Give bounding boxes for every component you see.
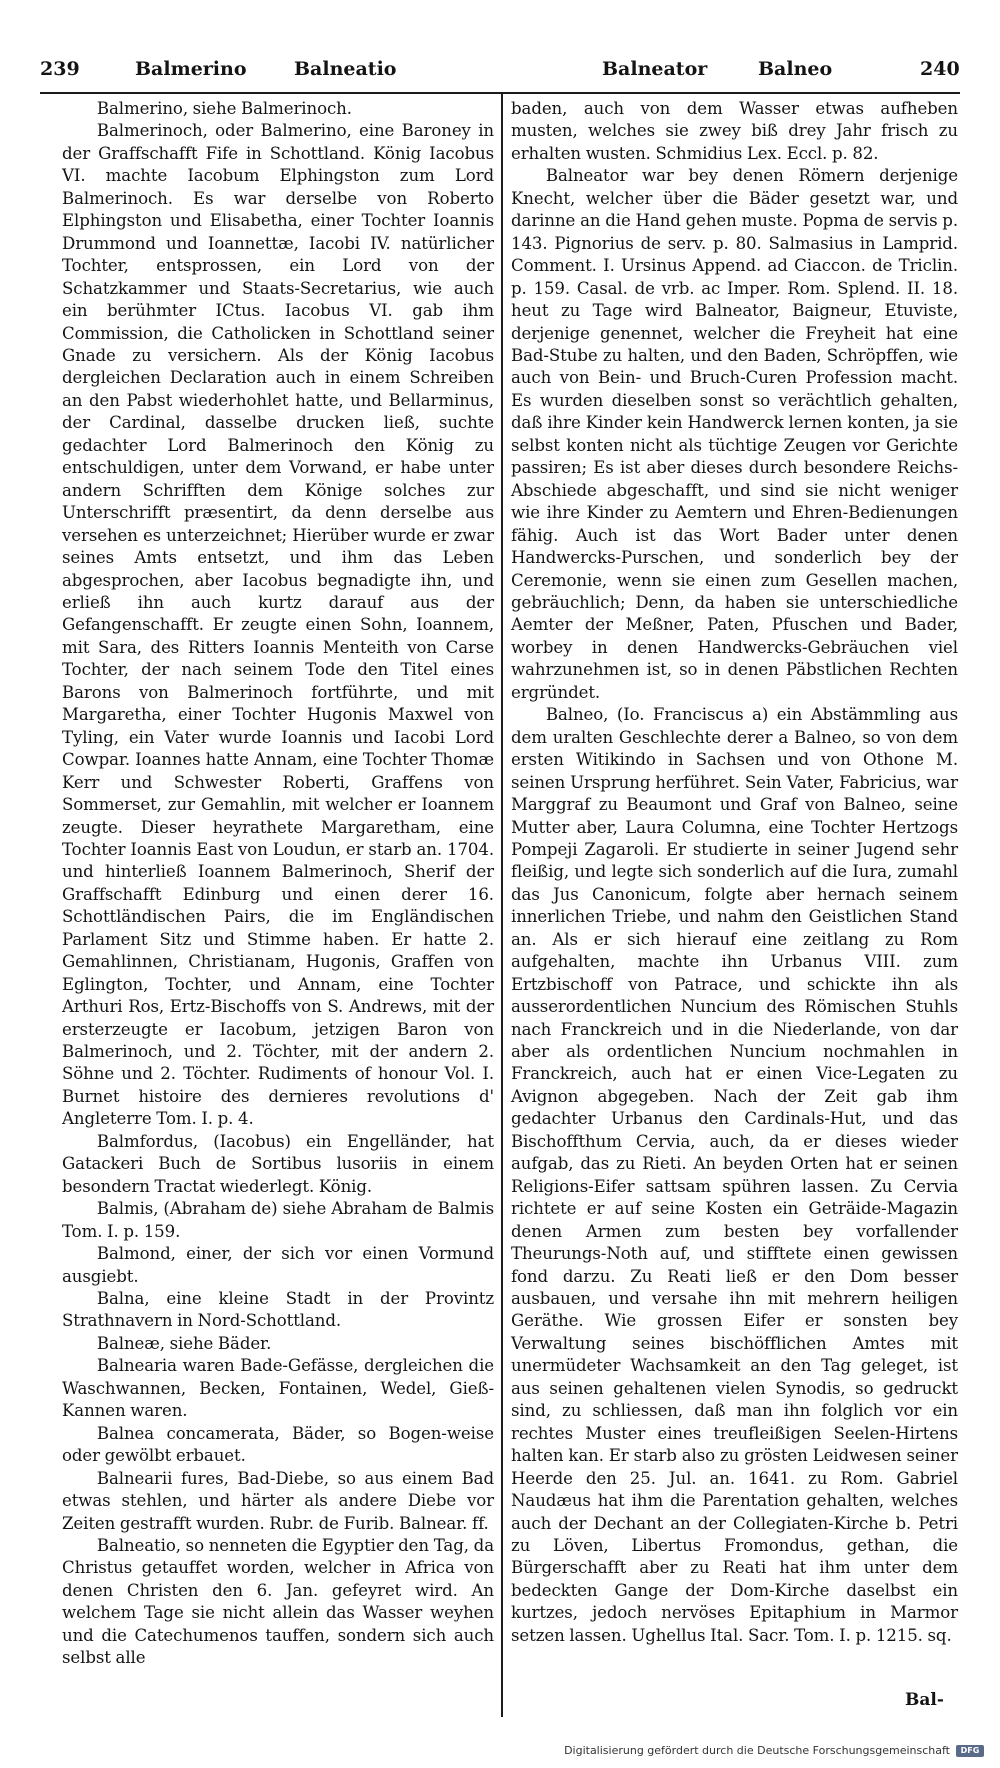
- digitization-footer: [564, 1744, 990, 1760]
- entry-balmerinoch: Balmerinoch, oder Balmerino, eine Baroney in der Graffschafft Fife in Schottland. König Iacobus VI. machte Iacobum Elphingston zum Lord Balmerinoch. Es war derselbe von Roberto Elphingston und Elisabetha, einer Tochter Ioannis Drummond und Ioannettæ, Iacobi IV. natürlicher Tochter, entsprossen, ein Lord von der Schatzkammer und Staats-Secretarius, wie auch ein berühmter ICtus. Iacobus VI. gab ihm Commission, die Catholicken in Schottland seiner Gnade zu versichern. Als der König Iacobus dergleichen Declaration auch in einem Schreiben an den Pabst wiederhohlet hatte, und Bellarminus, der Cardinal, dasselbe drucken ließ, suchte gedachter Lord Balmerinoch den König zu entschuldigen, unter dem Vorwand, er habe unter andern Schrifften dem Könige solches zur Unterschrifft præsentirt, da denn derselbe aus versehen es unterzeichnet; Hierüber wurde er zwar seines Amts entsetzt, und ihm das Leben abgesprochen, aber Iacobus begnadigte ihn, und erließ ihn auch kurtz darauf aus der Gefangenschafft. Er zeugte einen Sohn, Ioannem, mit Sara, des Ritters Ioannis Menteith von Carse Tochter, der nach seinem Tode den Titel eines Barons von Balmerinoch fortführte, und mit Margaretha, einer Tochter Hugonis Maxwel von Tyling, ein Vater wurde Ioannis und Iacobi Lord Cowpar. Ioannes hatte Annam, eine Tochter Thomæ Kerr und Schwester Roberti, Graffens von Sommerset, zur Gemahlin, mit welcher er Ioannem zeugte. Dieser heyrathete Margaretham, eine Tochter Ioannis East von Loudun, er starb an. 1704. und hinterließ Ioannem Balmerinoch, Sherif der Graffschafft Edinburg und einen derer 16. Schottländischen Pairs, die im Engländischen Parlament Sitz und Stimme haben. Er hatte 2. Gemahlinnen, Christianam, Hugonis, Graffen von Eglington, Tochter, und Annam, eine Tochter Arthuri Ros, Ertz-Bischoffs von S. Andrews, mit der ersterzeugte er Iacobum, jetzigen Baron von Balmerinoch, und 2. Töchter, mit der andern 2. Söhne und 2. Töchter. Rudiments of honour Vol. I. Burnet histoire des dernieres revolutions d' Angleterre Tom. I. p. 4.: [62, 121, 494, 1129]
- entry-balna: Balna, eine kleine Stadt in der Provintz Strathnavern in Nord-Schottland.: [62, 1289, 494, 1331]
- running-header: [40, 56, 960, 90]
- entry-balneo: Balneo, (Io. Franciscus a) ein Abstämmling aus dem uralten Geschlechte derer a Balneo, so von dem ersten Witikindo in Sachsen und von Othone M. seinen Ursprung herführet. Sein Vater, Fabricius, war Marggraf zu Beaumont und Graf von Balneo, seine Mutter aber, Laura Columna, eine Tochter Hertzogs Pompeji Zagaroli. Er studierte in seiner Jugend sehr fleißig, und legte sich sonderlich auf die Iura, zumahl das Jus Canonicum, folgte aber hernach seinem innerlichen Triebe, und nahm den Geistlichen Stand an. Als er sich hierauf eine zeitlang zu Rom aufgehalten, machte ihn Urbanus VIII. zum Ertzbischoff von Patrace, und schickte ihn als ausserordentlichen Nuncium des Römischen Stuhls nach Franckreich und in die Niederlande, von dar aber als ordentlichen Nuncium nochmahlen in Franckreich, auch hat er einen Vice-Legaten zu Avignon abgegeben. Nach der Zeit gab ihm gedachter Urbanus den Cardinals-Hut, und das Bischoffthum Cervia, auch, da er dieses wieder aufgab, das zu Rieti. An beyden Orten hat er seinen Religions-Eifer sattsam spühren lassen. Zu Cervia richtete er auf seine Kosten ein Geträide-Magazin denen Armen zum besten bey vorfallender Theurungs-Noth auf, und stifftete einen gewissen fond darzu. Zu Reati ließ er den Dom besser ausbauen, und versahe ihn mit mehrern heiligen Geräthe. Wie grossen Eifer er sonsten bey Verwaltung seines bischöfflichen Amtes mit unermüdeter Wachsamkeit an den Tag geleget, ist aus seinen gehaltenen vielen Synodis, so gedruckt sind, zu schliessen, daß man ihn folglich vor ein rechtes Muster eines treufleißigen Seelen-Hirtens halten kan. Er starb also zu grösten Leidwesen seiner Heerde den 25. Jul. an. 1641. zu Rom. Gabriel Naudæus hat ihm die Parentation gehalten, welches auch der Dechant an der Collegiaten-Kirche b. Petri zu Löven, Libertus Fromondus, gethan, die Bürgerschafft aber zu Reati hat ihm unter dem bedeckten Gange der Dom-Kirche daselbst ein kurtzes, jedoch nervöses Epitaphium in Marmor setzen lassen. Ughellus Ital. Sacr. Tom. I. p. 1215. sq.: [511, 705, 958, 1645]
- entry-balmerino: Balmerino, siehe Balmerinoch.: [96, 99, 352, 118]
- dfg-logo-icon: DFG: [956, 1745, 984, 1757]
- left-headword-last: Balneatio: [294, 58, 397, 80]
- footer-credit-text: Digitalisierung gefördert durch die Deutsche Forschungsgemeinschaft: [564, 1744, 950, 1757]
- entry-balneatio: Balneatio, so nenneten die Egyptier den Tag, da Christus getauffet worden, welcher in Africa von denen Christen den 6. Jan. gefeyret wird. An welchem Tage sie nicht allein das Wasser weyhen und die Catechumenos tauffen, sondern sich auch selbst alle: [62, 1536, 494, 1668]
- entry-balmond: Balmond, einer, der sich vor einen Vormund ausgiebt.: [62, 1244, 494, 1286]
- left-page-number: 239: [40, 58, 80, 80]
- entry-balnea-concamerata: Balnea concamerata, Bäder, so Bogen-weise oder gewölbt erbauet.: [62, 1423, 494, 1466]
- entry-balneator: Balneator war bey denen Römern derjenige Knecht, welcher über die Bäder gesetzt war, und darinne an die Hand gehen muste. Popma de servis p. 143. Pignorius de serv. p. 80. Salmasius in Lamprid. Comment. I. Ursinus Append. ad Ciaccon. de Triclin. p. 159. Casal. de vrb. ac Imper. Rom. Splend. II. 18. heut zu Tage wird Balneator, Baigneur, Etuviste, derjenige genennet, welcher die Freyheit hat eine Bad-Stube zu halten, und den Baden, Schröpffen, wie auch von Bein- und Bruch-Curen Profession macht. Es wurden dieselben sonst so verächtlich gehalten, daß ihre Kinder kein Handwerck lernen konten, ja sie selbst konten nicht als tüchtige Zeugen vor Gerichte passiren; Es ist aber dieses durch besondere Reichs-Abschiede abgeschafft, und sind sie nicht weniger wie ihre Kinder zu Aemtern und Ehren-Bedienungen fähig. Auch ist das Wort Bader unter denen Handwercks-Purschen, und sonderlich bey der Ceremonie, wenn sie einen zum Gesellen machen, gebräuchlich; Denn, da haben sie unterschiedliche Aemter der Meßner, Paten, Pfuschen und Bader, worbey in denen Handwercks-Gebräuchen viel wahrzunehmen ist, so in denen Päbstlichen Rechten ergründet.: [511, 166, 958, 702]
- entry-balnearii-fures: Balnearii fures, Bad-Diebe, so aus einem Bad etwas stehlen, und härter als andere Diebe vor Zeiten gestrafft wurden. Rubr. de Furib. Balnear. ff.: [62, 1468, 494, 1533]
- right-page-number: 240: [920, 58, 960, 80]
- right-headword-first: Balneator: [602, 58, 708, 80]
- column-divider: [501, 92, 503, 1717]
- right-column: [511, 98, 958, 1647]
- header-rule: [40, 92, 960, 94]
- left-headword-first: Balmerino: [135, 58, 247, 80]
- entry-balmfordus: Balmfordus, (Iacobus) ein Engelländer, hat Gatackeri Buch de Sortibus lusoriis in einem besondern Tractat wiederlegt. König.: [62, 1131, 494, 1196]
- entry-balnearia: Balnearia waren Bade-Gefässe, dergleichen die Waschwannen, Becken, Fontainen, Wedel, Gieß-Kannen waren.: [62, 1356, 494, 1421]
- entry-balneatio-continued: baden, auch von dem Wasser etwas aufheben musten, welches sie zwey biß drey Jahr frisch zu erhalten wusten. Schmidius Lex. Eccl. p. 82.: [511, 99, 958, 163]
- entry-balmis: Balmis, (Abraham de) siehe Abraham de Balmis Tom. I. p. 159.: [62, 1199, 494, 1241]
- left-column: [62, 98, 494, 1670]
- entry-balneae: Balneæ, siehe Bäder.: [96, 1333, 272, 1353]
- catchword: Bal-: [905, 1690, 944, 1710]
- right-headword-last: Balneo: [758, 58, 833, 80]
